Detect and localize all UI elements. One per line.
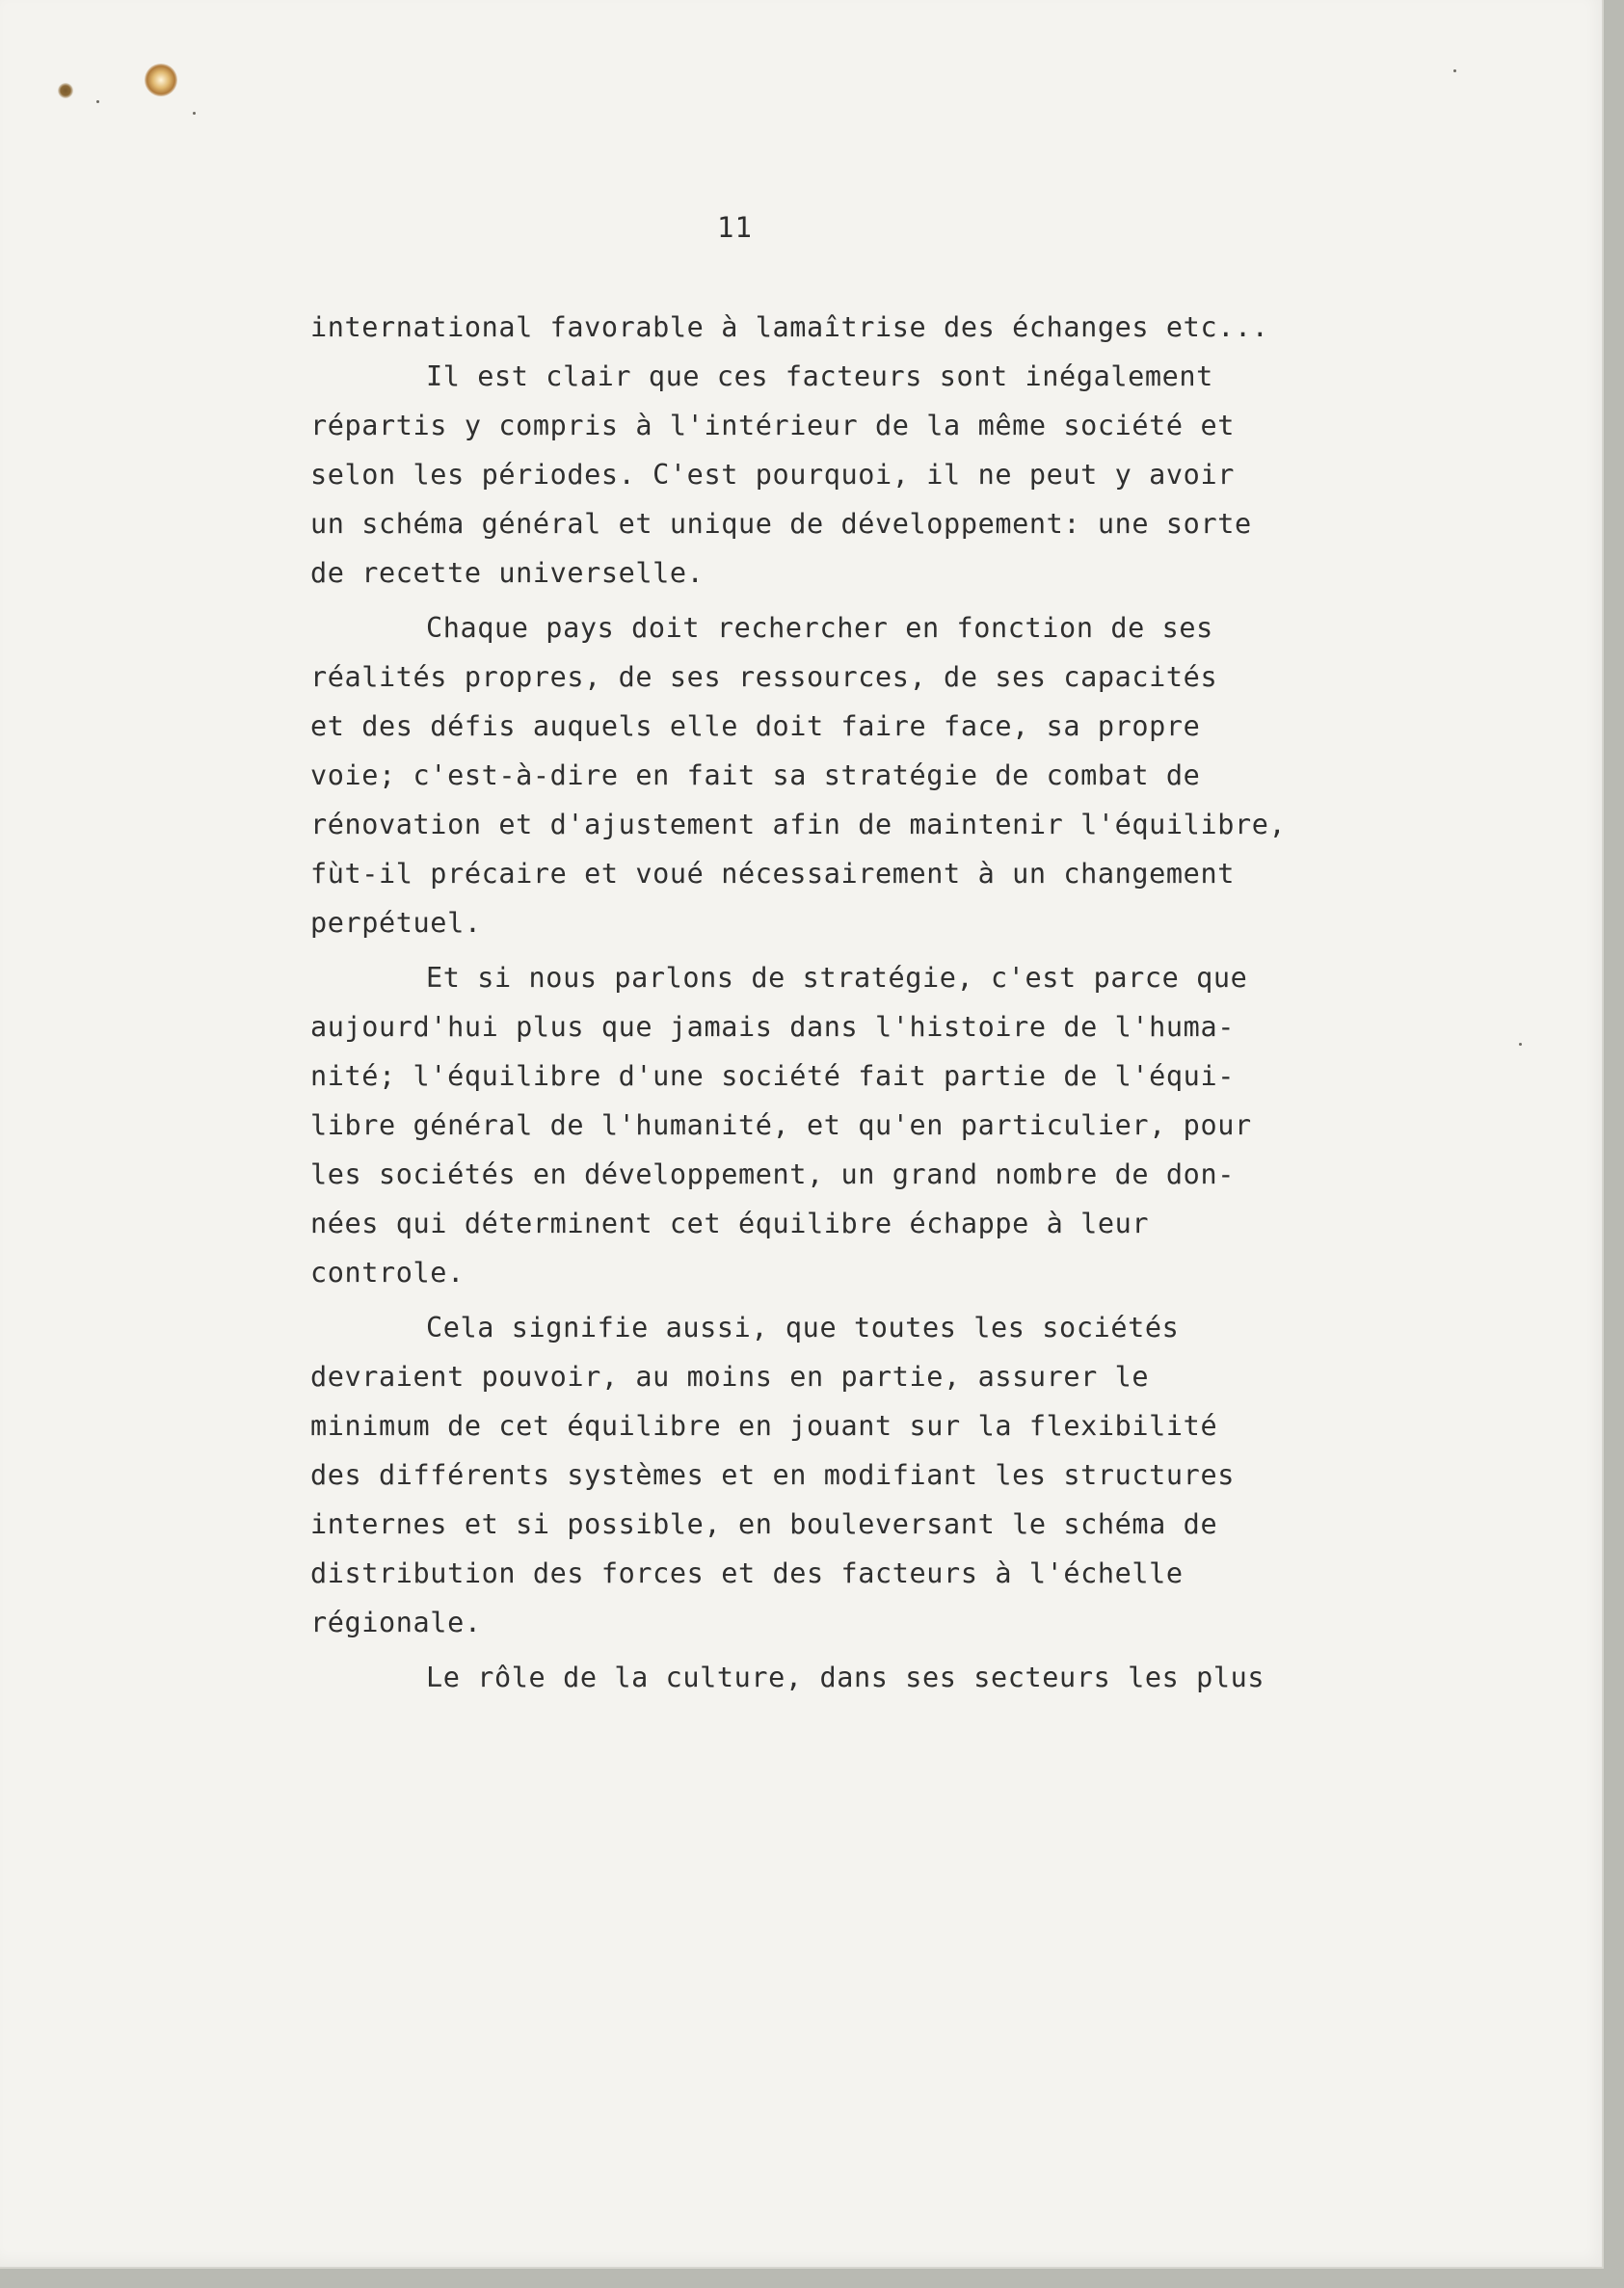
text-line: nées qui déterminent cet équilibre échappe à leur — [310, 1208, 1150, 1239]
paper-stain-small — [58, 83, 73, 98]
text-line: minimum de cet équilibre en jouant sur la flexibilité — [310, 1410, 1218, 1442]
text-line: selon les périodes. C'est pourquoi, il ne peut y avoir — [310, 459, 1235, 491]
text-line: Cela signifie aussi, que toutes les sociétés — [426, 1312, 1180, 1344]
text-line: fùt-il précaire et voué nécessairement à un changement — [310, 858, 1235, 890]
text-line: un schéma général et unique de développement: une sorte — [310, 508, 1252, 540]
text-line: international favorable à lamaîtrise des échanges etc... — [310, 311, 1269, 343]
text-line: internes et si possible, en bouleversant le schéma de — [310, 1508, 1218, 1540]
text-line: régionale. — [310, 1607, 482, 1638]
text-line: devraient pouvoir, au moins en partie, assurer le — [310, 1361, 1150, 1393]
paper-stain — [145, 64, 177, 96]
body-text — [310, 303, 1428, 1702]
text-line: controle. — [310, 1257, 465, 1289]
text-line: Il est clair que ces facteurs sont inégalement — [426, 360, 1213, 392]
text-line: libre général de l'humanité, et qu'en particulier, pour — [310, 1109, 1252, 1141]
paper-speck — [96, 100, 99, 103]
text-line: rénovation et d'ajustement afin de maintenir l'équilibre, — [310, 809, 1287, 840]
text-line: de recette universelle. — [310, 557, 705, 589]
text-line: Chaque pays doit rechercher en fonction de ses — [426, 612, 1213, 644]
text-line: aujourd'hui plus que jamais dans l'histoire de l'huma- — [310, 1011, 1235, 1043]
text-line: des différents systèmes et en modifiant les structures — [310, 1459, 1235, 1491]
paper-speck — [1519, 1043, 1522, 1046]
text-line: Le rôle de la culture, dans ses secteurs les plus — [426, 1662, 1265, 1693]
text-line: réalités propres, de ses ressources, de ses capacités — [310, 661, 1218, 693]
text-line: distribution des forces et des facteurs à l'échelle — [310, 1557, 1184, 1589]
text-line: nité; l'équilibre d'une société fait partie de l'équi- — [310, 1060, 1235, 1092]
paper-speck — [193, 112, 196, 115]
text-line: Et si nous parlons de stratégie, c'est parce que — [426, 962, 1248, 994]
text-line: répartis y compris à l'intérieur de la même société et — [310, 410, 1235, 441]
text-line: et des défis auquels elle doit faire face, sa propre — [310, 710, 1201, 742]
text-line: voie; c'est-à-dire en fait sa stratégie de combat de — [310, 759, 1201, 791]
text-line: perpétuel. — [310, 907, 482, 939]
paper-speck — [1453, 69, 1456, 72]
page-number: 11 — [717, 211, 753, 244]
text-line: les sociétés en développement, un grand nombre de don- — [310, 1158, 1235, 1190]
